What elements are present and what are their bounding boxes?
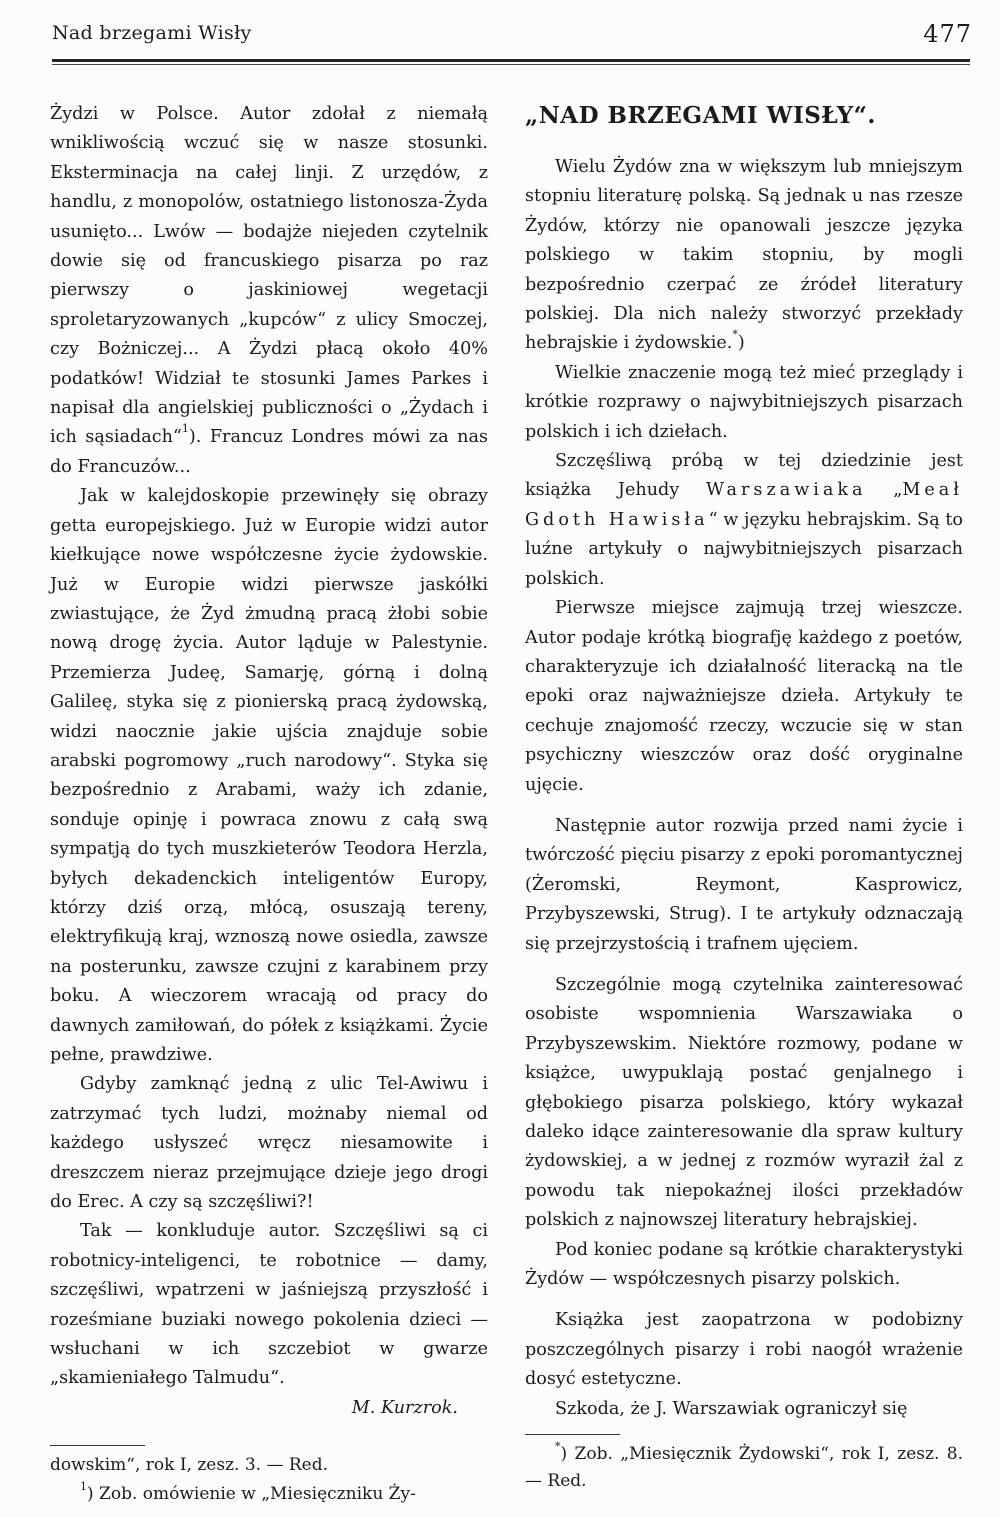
paragraph: Wielkie znaczenie mogą też mieć przeglądy i krótkie rozprawy o najwybitniejszych pisarzach polskich i ich dziełach. — [525, 362, 963, 442]
paragraph: Pod koniec podane są krótkie charakterystyki Żydów — współczesnych pisarzy polskich. — [525, 1239, 963, 1290]
running-head: Nad brzegami Wisły — [52, 22, 252, 44]
header-rule-thin — [52, 64, 970, 65]
footnote-ref: * — [732, 328, 738, 342]
paragraph: Następnie autor rozwija przed nami życie i twórczość pięciu pisarzy z epoki poromantycznej (Żeromski, Reymont, Kasprowicz, Przybyszewski, Strug). I te artykuły odznaczają się przejrzystością i trafnem ujęciem. — [525, 815, 963, 954]
author-name: Warszawiaka — [705, 480, 867, 501]
paragraph: Szkoda, że J. Warszawiak ograniczył się — [555, 1398, 908, 1419]
paragraph: Pierwsze miejsce zajmują trzej wieszcze. Autor podaje krótką biografję każdego z poetów, charakteryzuje ich działalność literacką na tle epoki oraz najważniejsze dzieła. Artykuły te cechuje znajomość rzeczy, wczucie się w stan psychiczny wieszczów oraz dość oryginalne ujęcie. — [525, 598, 963, 795]
footnote-ref: 1 — [181, 422, 189, 436]
section-title: „NAD BRZEGAMI WISŁY“. — [525, 102, 876, 129]
footnote: $^1$) Zob. omówienie w „Miesięczniku Ży- — [50, 1481, 488, 1508]
footnote-marker: * — [555, 1440, 561, 1454]
right-column — [525, 100, 963, 1495]
paragraph: Żydzi w Polsce. Autor zdołał z niemałą wnikliwością wczuć się w nasze stosunki. Eksterminacja na całej linji. Z urzędów, z handlu, z monopolów, ostatniego listonosza-Żyda usunięto... Lwów — bodajże niejeden czytelnik dowie się od francuskiego pisarza po raz pierwszy o jaskiniowej wegetacji sproletaryzowanych „kupców“ z ulicy Smoczej, czy Bożniczej... A Żydzi płacą około 40% podatków! Widział te stosunki James Parkes i napisał dla angielskiej publiczności o „Żydach i ich sąsiadach“$^1$). Francuz Londres mówi za nas do Francuzów... — [50, 104, 488, 477]
footnote: *) Zob. „Miesięcznik Żydowski“, rok I, zesz. 8. — Red. — [525, 1440, 963, 1492]
paragraph: Gdyby zamknąć jedną z ulic Tel-Awiwu i zatrzymać tych ludzi, możnaby niemal od każdego usłyszeć wręcz niesamowite i dreszczem nieraz przejmujące dzieje jego drogi do Erec. A czy są szczęśliwi?! — [50, 1074, 488, 1213]
footnote-rule — [50, 1445, 145, 1446]
header-rule — [52, 59, 970, 62]
page-header — [52, 22, 972, 52]
paragraph: Szczególnie mogą czytelnika zainteresować osobiste wspomnienia Warszawiaka o Przybyszewskim. Niektóre rozmowy, podane w książce, uwypuklają postać genjalnego i głębokiego pisarza polskiego, który wykazał daleko idące zainteresowanie dla spraw kultury żydowskiej, a w jednej z rozmów wyraził żal z powodu tak niepokaźnej ilości przekładów polskich z najnowszej literatury hebrajskiej. — [525, 974, 963, 1231]
paragraph: Tak — konkluduje autor. Szczęśliwi są ci robotnicy-inteligenci, te robotnice — damy, szczęśliwi, wpatrzeni w jaśniejszą przyszłość i roześmiane buziaki nowego pokolenia dzieci — wsłuchani w ich szczebiot w gwarze „skamieniałego Talmudu“. — [50, 1221, 488, 1389]
left-column — [50, 100, 488, 1508]
footnote-continuation: dowskim“, rok I, zesz. 3. — Red. — [50, 1455, 329, 1476]
footnote-rule — [525, 1434, 620, 1435]
author-signature: M. Kurzrok. — [351, 1397, 458, 1418]
paragraph: Jak w kalejdoskopie przewinęły się obrazy getta europejskiego. Już w Europie widzi autor kiełkujące nowe współczesne życie żydowskie. Już w Europie widzi pierwsze jaskółki zwiastujące, że Żyd żmudną pracą żłobi sobie nową drogę życia. Autor ląduje w Palestynie. Przemierza Judeę, Samarję, górną i dolną Galileę, styka się z pionierską pracą żydowską, widzi naocznie jakie ujścia znajduje sobie arabski pogromowy „ruch narodowy“. Styka się bezpośrednio z Arabami, waży ich zdanie, sonduje opinję i powraca znowu z całą swą sympatją do tych muszkieterów Teodora Herzla, byłych dekadenckich inteligentów Europy, którzy dziś orzą, młócą, osuszają tereny, elektryfikują kraj, wznoszą nowe osiedla, zawsze na posterunku, zawsze czujni z karabinem przy boku. A wieczorem wracają od pracy do dawnych zamiłowań, do półek z książkami. Życie pełne, prawdziwe. — [50, 486, 488, 1065]
paragraph: Szczęśliwą próbą w tej dziedzinie jest książka Jehudy Warszawiaka „Meał Gdoth Hawisła“ w języku hebrajskim. Są to luźne artykuły o najwybitniejszych pisarzach polskich. — [525, 451, 963, 589]
paragraph: Wielu Żydów zna w większym lub mniejszym stopniu literaturę polską. Są jednak u nas rzesze Żydów, którzy nie opanowali jeszcze języka polskiego w takim stopniu, by mogli bezpośrednio czerpać ze źródeł literatury polskiej. Dla nich należy stworzyć przekłady hebrajskie i żydowskie.*) — [525, 157, 963, 354]
footnote-marker: 1 — [80, 1480, 87, 1494]
page-number: 477 — [923, 20, 972, 48]
paragraph: Książka jest zaopatrzona w podobizny poszczególnych pisarzy i robi naogół wrażenie dosyć estetyczne. — [525, 1310, 963, 1390]
book-title: Meał Gdoth Hawisła — [525, 480, 963, 530]
